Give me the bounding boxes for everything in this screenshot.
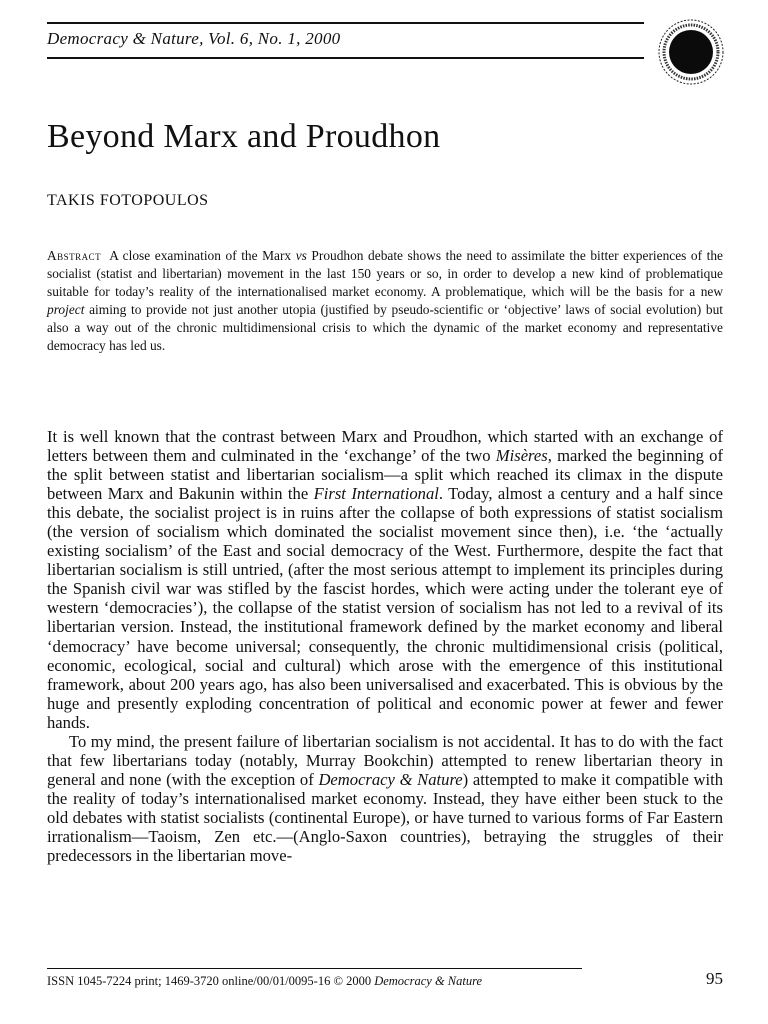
footer-issn: [47, 974, 482, 989]
author-name: TAKIS FOTOPOULOS: [47, 192, 209, 209]
abstract-text: Proudhon debate shows the need to assimilate the bitter experiences of the socialist (statist and libertarian) movement in the last 150 years or so, in order to develop a new kind of problematique suitable for today’s reality of the internationalised market economy. A problematique, which will be the basis for a new: [47, 248, 723, 300]
footer-journal-name: Democracy & Nature: [374, 974, 483, 988]
body-text: [47, 427, 723, 865]
paragraph-text: , marked the beginning of the split between statist and libertarian socialism—a split which reached its climax in the dispute between Marx and Bakunin within the: [47, 446, 723, 504]
paragraph-1: [47, 427, 723, 732]
paragraph-emphasis: Misères: [495, 446, 548, 466]
abstract-block: [47, 247, 723, 356]
publisher-seal-icon: [657, 18, 725, 86]
journal-citation: Democracy & Nature, Vol. 6, No. 1, 2000: [47, 29, 341, 48]
abstract-emphasis: project: [47, 302, 85, 318]
header-bottom-rule: [47, 57, 644, 59]
paragraph-2: [47, 732, 723, 865]
paragraph-text: ) attempted to make it compatible with the reality of today’s internationalised market economy. Instead, they have either been stuck to the old debates with statist socialists (continental Europe), or have turned to various forms of Far Eastern irrationalism—Taoism, Zen etc.—(Anglo-Saxon countries), betraying the struggles of their predecessors in the libertarian move-: [47, 769, 723, 866]
article-title: Beyond Marx and Proudhon: [47, 118, 441, 155]
abstract-text: A close examination of the Marx: [109, 248, 296, 263]
paragraph-text: It is well known that the contrast between Marx and Proudhon, which started with an exchange of letters between them and culminated in the ‘exchange’ of the two: [47, 427, 723, 466]
page-number: 95: [706, 969, 723, 988]
footer-rule: [47, 968, 582, 969]
paragraph-emphasis: Democracy & Nature: [318, 769, 463, 789]
paragraph-text: To my mind, the present failure of libertarian socialism is not accidental. It has to do with the fact that few libertarians today (notably, Murray Bookchin) attempted to renew libertarian theory in general and none (with the exception of: [47, 731, 723, 789]
abstract-text: aiming to provide not just another utopia (justified by pseudo-scientific or ‘objective’ laws of social evolution) but also a way out of the chronic multidimensional crisis to which the dynamic of the market economy and representative democracy has led us.: [47, 302, 723, 354]
paragraph-text: . Today, almost a century and a half since this debate, the socialist project is in ruins after the collapse of both expressions of statist socialism (the version of socialism which dominated the socialist movement since then), i.e. ‘the ‘actually existing socialism’ of the East and social democracy of the West. Furthermore, despite the fact that libertarian socialism is still untried, (after the most serious attempt to implement its principles during the Spanish civil war was stifled by the fascist hordes, which were acting under the tolerant eye of western ‘democracies’), the collapse of the statist version of socialism has not led to a revival of its libertarian version. Instead, the institutional framework defined by the market economy and liberal ‘democracy’ have become universal; consequently, the chronic multidimensional crisis (political, economic, ecological, social and cultural) which arose with the emergence of this institutional framework, about 200 years ago, has also been universalised and exacerbated. This is obvious by the huge and presently exploding concentration of political and economic power at fewer and fewer hands.: [47, 484, 723, 732]
issn-text: ISSN 1045-7224 print; 1469-3720 online/00/01/0095-16 © 2000: [47, 974, 375, 988]
header-top-rule: [47, 22, 644, 24]
abstract-label: Abstract: [47, 248, 102, 263]
paragraph-emphasis: First International: [313, 484, 439, 504]
abstract-emphasis: vs: [295, 248, 307, 263]
